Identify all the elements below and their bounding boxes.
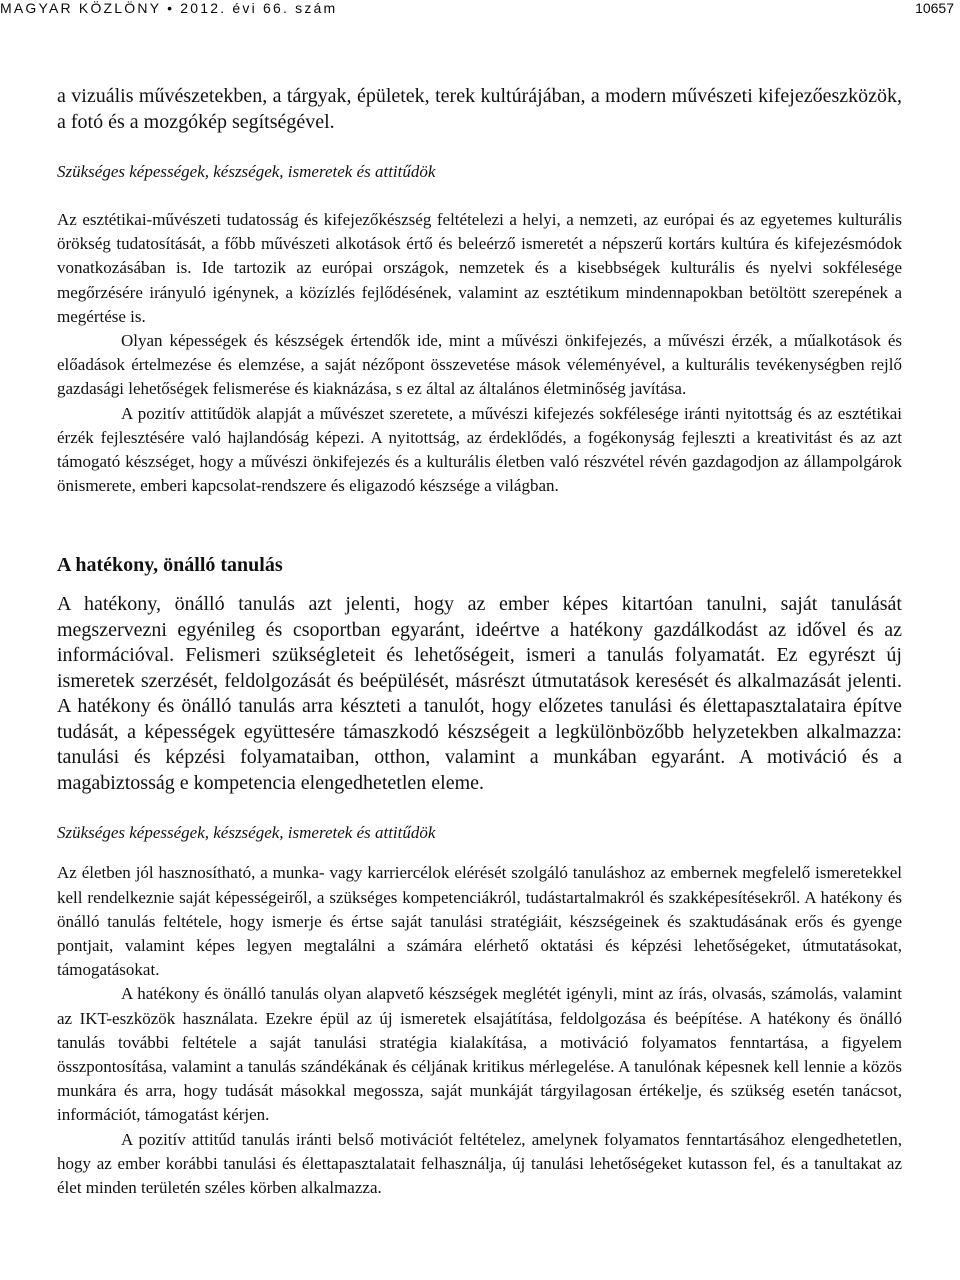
page-content [57,84,902,1200]
section2-body [57,861,902,1200]
page-number: 10657 [915,0,954,16]
section2-paragraph-1: Az életben jól hasznosítható, a munka- vagy karriercélok elérését szolgáló tanuláshoz az embernek megfelelő ismeretekkel kell rendelkeznie saját képességeiről, a szükséges kompetenciákról, tudástartalmakról és szakképesítésekről. A hatékony és önálló tanulás feltétele, hogy ismerje és értse saját tanulási stratégiáit, készségeinek és szaktudásának erős és gyenge pontjait, valamint képes legyen megtalálni a számára elérhető oktatási és képzési lehetőségeket, útmutatásokat, támogatásokat. [57,863,902,980]
intro-continuation: a vizuális művészetekben, a tárgyak, épületek, terek kultúrájában, a modern művészeti kifejezőeszközök, a fotó és a mozgókép segítségével. [57,85,902,133]
section2-paragraph-3: A pozitív attitűd tanulás iránti belső motivációt feltételez, amelynek folyamatos fenntartásához elengedhetetlen, hogy az ember korábbi tanulási és élettapasztalatait felhasználja, új tanulási lehetőségeket kutasson fel, és a tanultakat az élet minden területén széles körben alkalmazza. [57,1129,902,1198]
section1-subheading: Szükséges képességek, készségek, ismeretek és attitűdök [57,162,436,181]
section1-paragraph-1: Az esztétikai-művészeti tudatosság és kifejezőkészség feltételezi a helyi, a nemzeti, az európai és az egyetemes kulturális örökség tudatosítását, a főbb művészeti alkotások értő és beleérző ismeretét a népszerű kortárs kultúra és kifejezésmódok vonatkozásában is. Ide tartozik az európai országok, nemzetek és a kisebbségek kulturális és nyelvi sokfélesége megőrzésére irányuló igénynek, a közízlés fejlődésének, valamint az esztétikum mindennapokban betöltött szerepének a megértése is. [57,210,902,326]
section1-paragraph-2: Olyan képességek és készségek értendők ide, mint a művészi önkifejezés, a művészi érzék, a műalkotások és előadások értelmezése és elemzése, a saját nézőpont összevetése mások véleményével, a kulturális tevékenységben rejlő gazdasági lehetőségek felismerése és kiaknázása, s ez által az általános életminőség javítása. [57,331,902,399]
section2-paragraph-2: A hatékony és önálló tanulás olyan alapvető készségek meglétét igényli, mint az írás, olvasás, számolás, valamint az IKT-eszközök használata. Ezekre épül az új ismeretek elsajátítása, feldolgozása és beépítése. A hatékony és önálló tanulás további feltétele a saját tanulási stratégia kialakítása, a motiváció folyamatos fenntartása, a figyelem összpontosítása, valamint a tanulás szándékának és céljának kritikus mérlegelése. A tanulónak képesnek kell lennie a közös munkára és arra, hogy tudását másokkal megossza, saját munkáját tárgyilagosan értékelje, és szükség esetén tanácsot, információt, támogatást kérjen. [57,984,902,1125]
section1-paragraph-3: A pozitív attitűdök alapját a művészet szeretete, a művészi kifejezés sokfélesége iránti nyitottság és az esztétikai érzék fejlesztésére való hajlandóság képezi. A nyitottság, az érdeklődés, a fogékonyság fejleszti a kreativitást és az azt támogató készséget, hogy a művészi önkifejezés és a kulturális életben való részvétel révén gazdagodjon az állampolgárok önismerete, emberi kapcsolat-rendszere és eligazodó készsége a világban. [57,403,902,496]
page-header [0,0,960,18]
section1-body [57,208,902,498]
journal-title: MAGYAR KÖZLÖNY • 2012. évi 66. szám [0,0,338,16]
section2-heading: A hatékony, önálló tanulás [57,554,283,577]
section2-subheading: Szükséges képességek, készségek, ismeretek és attitűdök [57,823,436,843]
section2-lead-paragraph: A hatékony, önálló tanulás azt jelenti, hogy az ember képes kitartóan tanulni, saját tanulását megszervezni egyénileg és csoportban egyaránt, ideértve a hatékony gazdálkodást az idővel és az információval. Felismeri szükségleteit és lehetőségeit, ismeri a tanulás folyamatát. Ez egyrészt új ismeretek szerzését, feldolgozását és beépülését, másrészt útmutatások keresését és alkalmazását jelenti. A hatékony és önálló tanulás arra készteti a tanulót, hogy előzetes tanulási és élettapasztalataira építve tudását, a képességek együttesére támaszkodó készségeit a legkülönbözőbb helyzetekben alkalmazza: tanulási és képzési folyamataiban, otthon, valamint a munkában egyaránt. A motiváció és a magabiztosság e kompetencia elengedhetetlen eleme. [57,593,902,794]
